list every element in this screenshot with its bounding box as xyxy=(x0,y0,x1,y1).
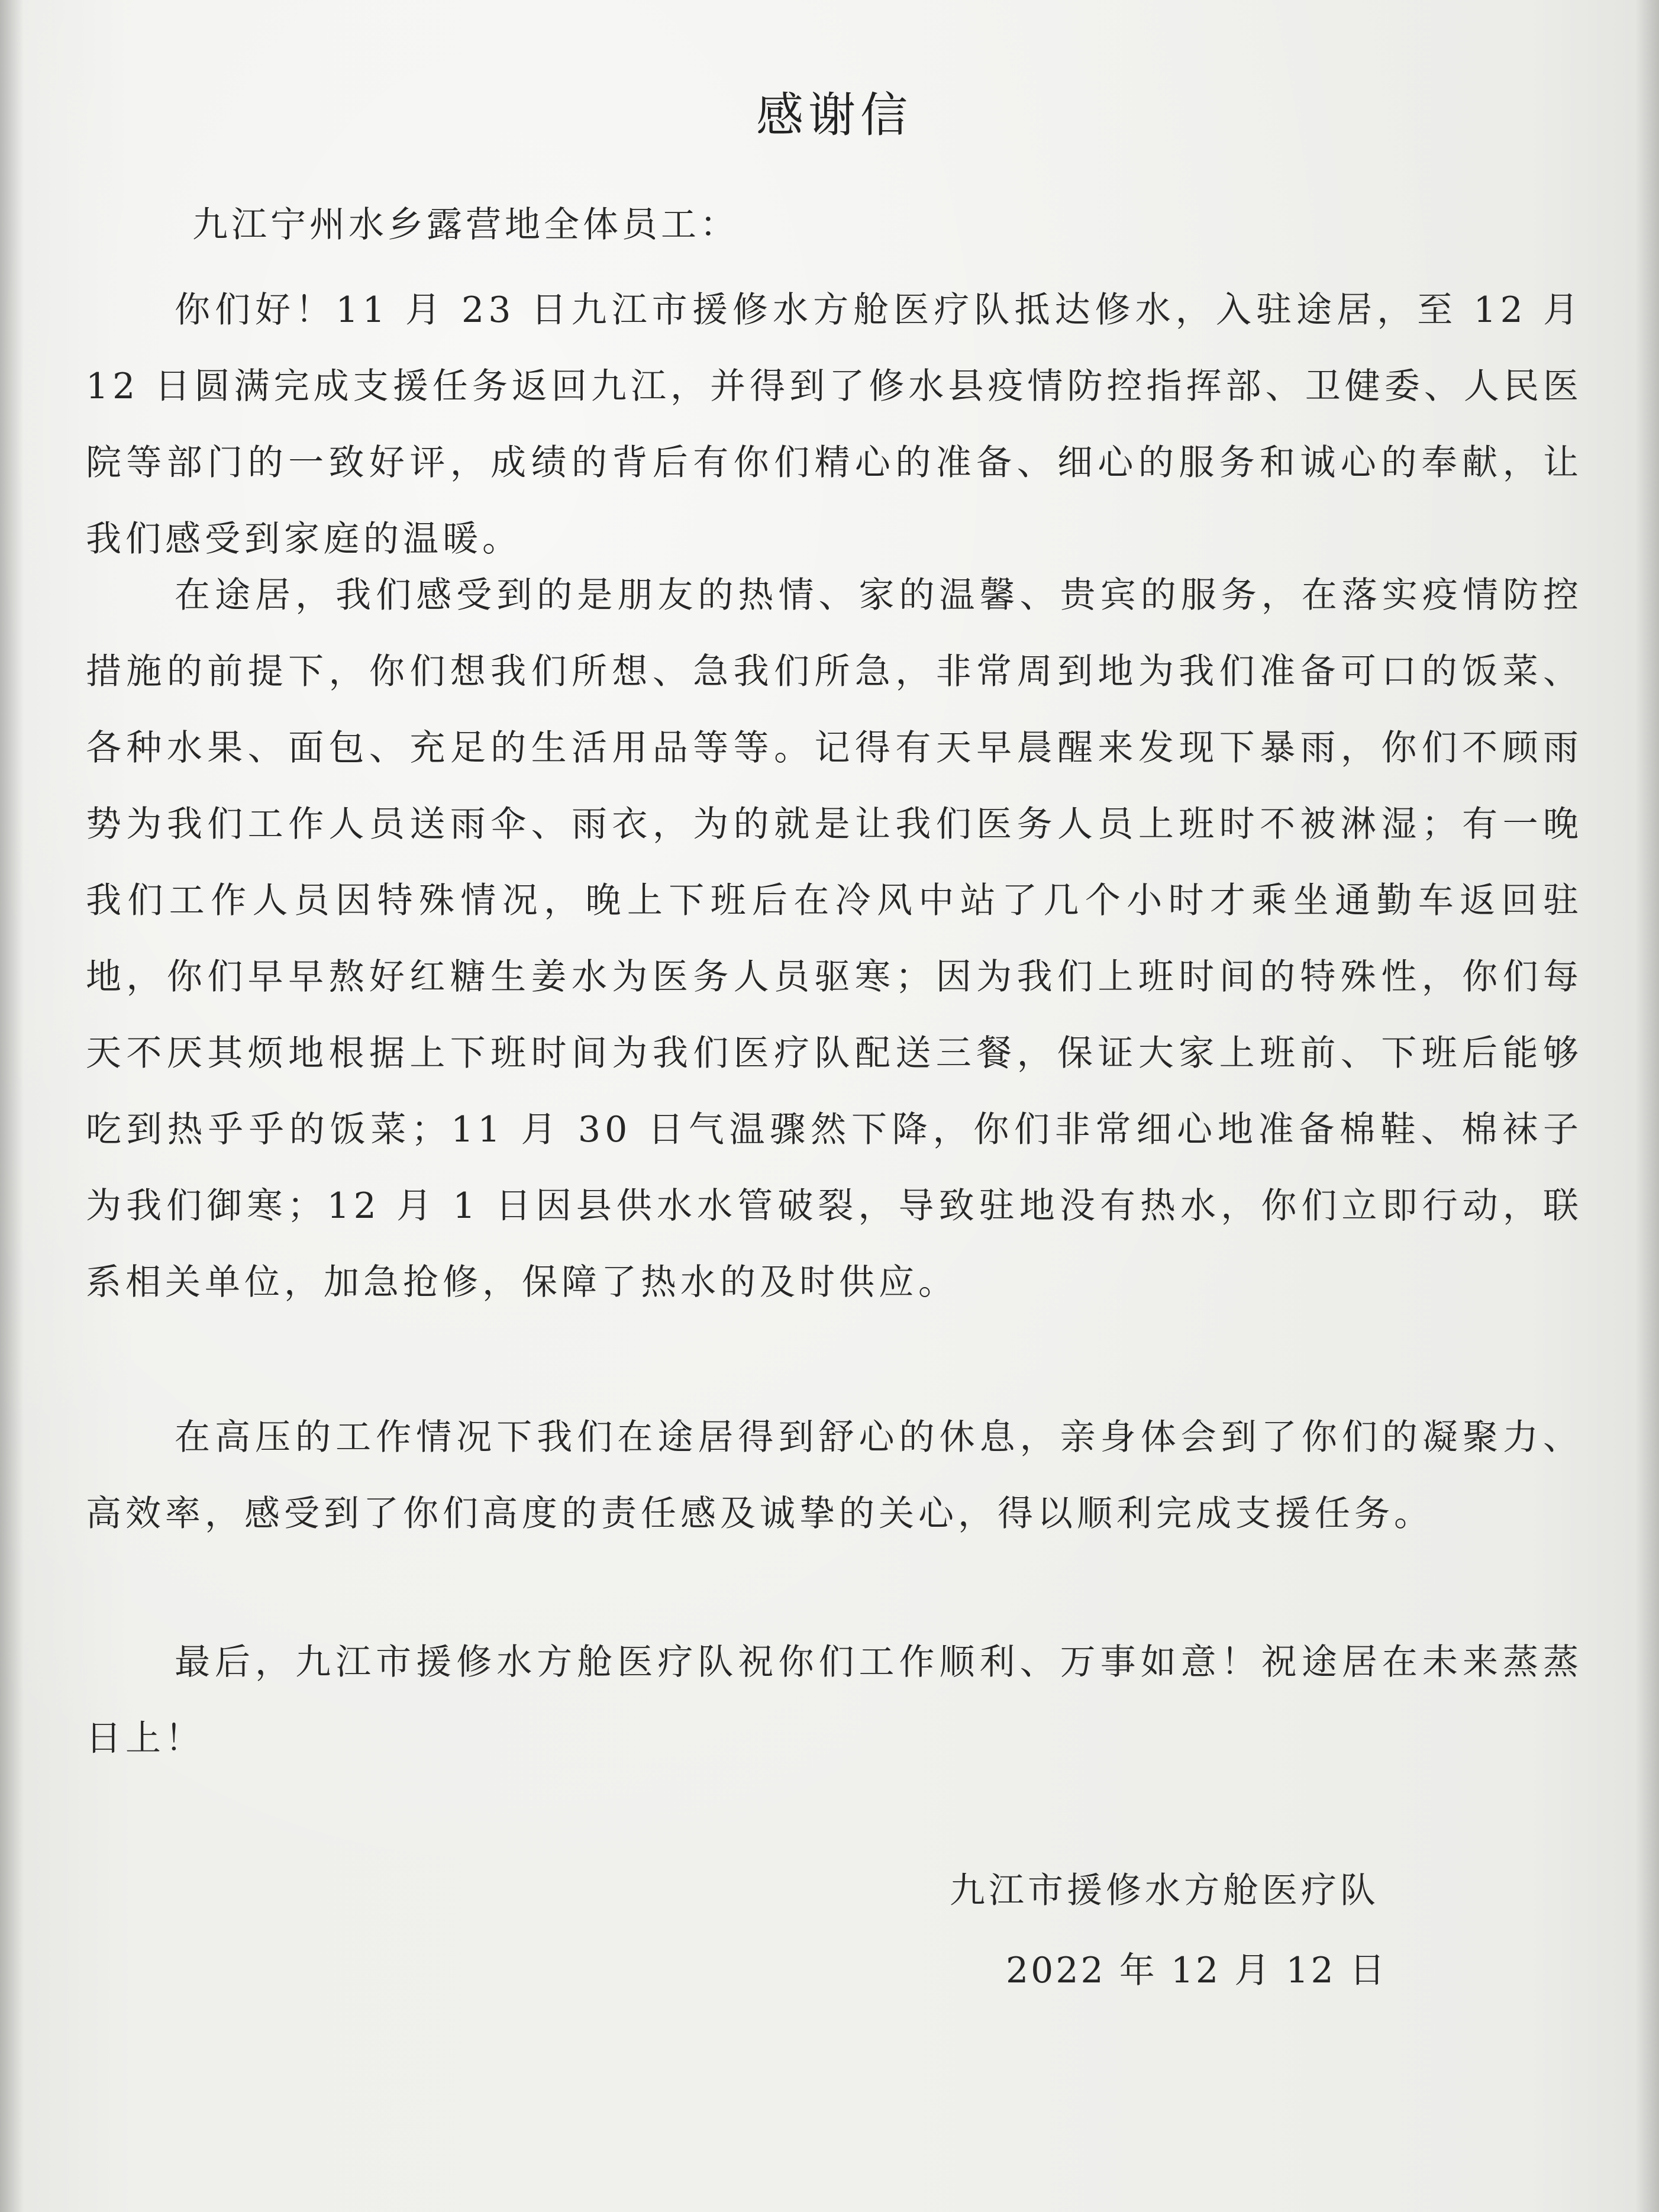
letter-paragraph-3: 在高压的工作情况下我们在途居得到舒心的休息，亲身体会到了你们的凝聚力、高效率，感受到了你们高度的责任感及诚挚的关心，得以顺利完成支援任务。 xyxy=(86,1417,1583,1534)
letter-date: 2022 年 12 月 12 日 xyxy=(1006,1950,1387,1991)
letter-paragraph-4: 最后，九江市援修水方舱医疗队祝你们工作顺利、万事如意！祝途居在未来蒸蒸日上！ xyxy=(86,1642,1583,1759)
paper-right-shadow xyxy=(1635,0,1659,2212)
letter-signature: 九江市援修水方舱医疗队 xyxy=(950,1870,1379,1911)
letter-title: 感谢信 xyxy=(756,88,912,143)
letter-salutation: 九江宁州水乡露营地全体员工： xyxy=(192,204,739,246)
paper-left-shadow xyxy=(0,0,24,2212)
letter-paragraph-2: 在途居，我们感受到的是朋友的热情、家的温馨、贵宾的服务，在落实疫情防控措施的前提下，你们想我们所想、急我们所急，非常周到地为我们准备可口的饭菜、各种水果、面包、充足的生活用品等等。记得有天早晨醒来发现下暴雨，你们不顾雨势为我们工作人员送雨伞、雨衣，为的就是让我们医务人员上班时不被淋湿；有一晚我们工作人员因特殊情况，晚上下班后在冷风中站了几个小时才乘坐通勤车返回驻地，你们早早熬好红糖生姜水为医务人员驱寒；因为我们上班时间的特殊性，你们每天不厌其烦地根据上下班时间为我们医疗队配送三餐，保证大家上班前、下班后能够吃到热乎乎的饭菜；11 月 30 日气温骤然下降，你们非常细心地准备棉鞋、棉袜子为我们御寒；12 月 1 日因县供水水管破裂，导致驻地没有热水，你们立即行动，联系相关单位，加急抢修，保障了热水的及时供应。 xyxy=(86,575,1583,1303)
letter-paragraph-1: 你们好！11 月 23 日九江市援修水方舱医疗队抵达修水，入驻途居，至 12 月 12 日圆满完成支援任务返回九江，并得到了修水县疫情防控指挥部、卫健委、人民医院等部门的一致好评，成绩的背后有你们精心的准备、细心的服务和诚心的奉献，让我们感受到家庭的温暖。 xyxy=(86,289,1583,560)
